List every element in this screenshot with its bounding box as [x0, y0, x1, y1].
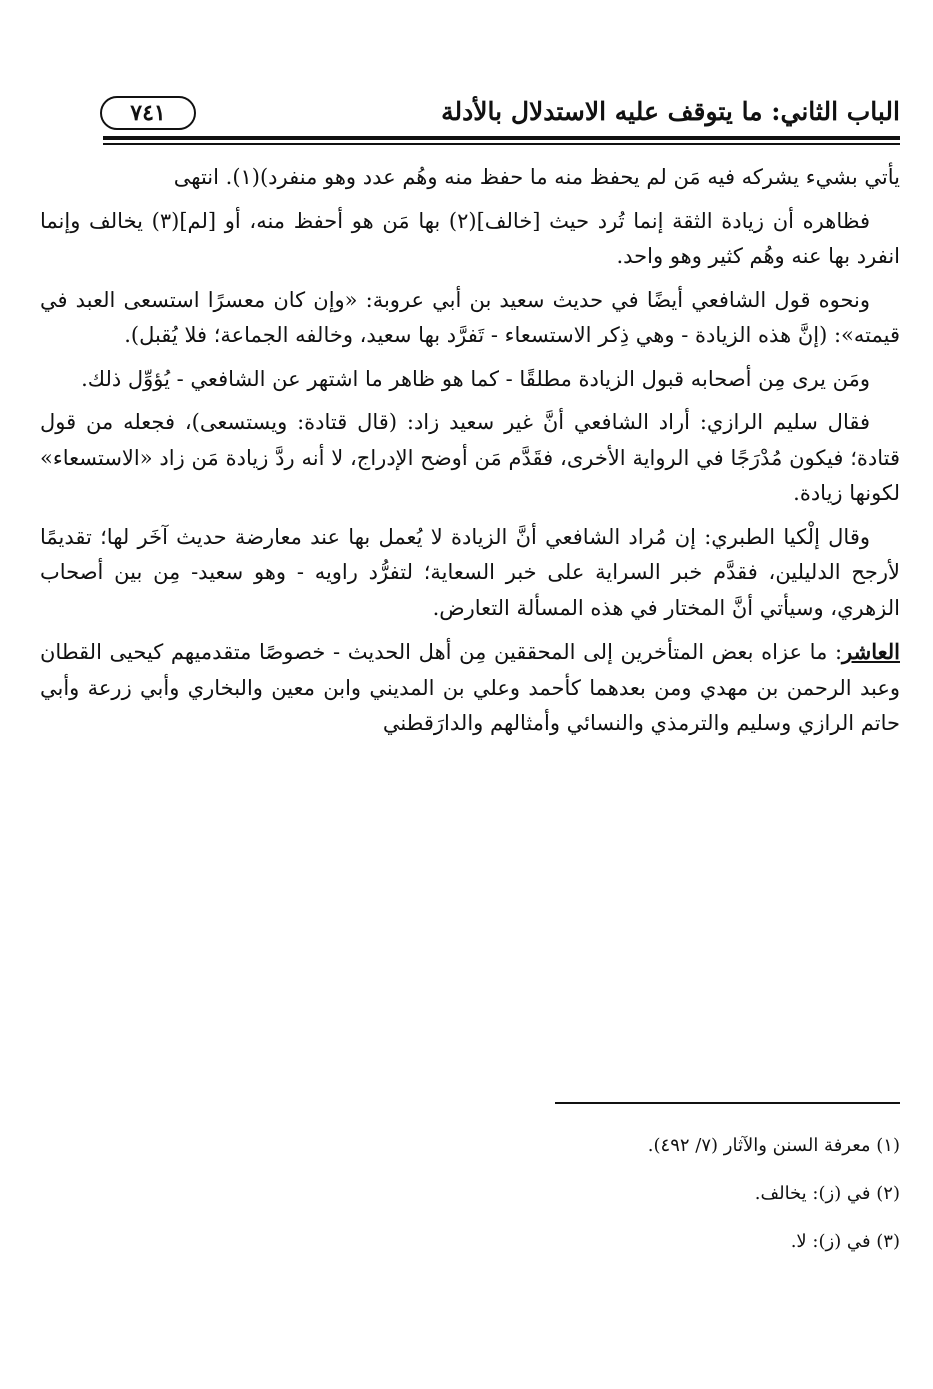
footnote: (٢) في (ز): يخالف. [754, 1183, 900, 1204]
paragraph: وقال إلْكيا الطبري: إن مُراد الشافعي أنَّ الزيادة لا يُعمل بها عند معارضة حديث آخَر لها؛ تقديمًا لأرجح الدليلين، فقدَّم خبر السراية على خبر السعاية؛ لتفرُّد راويه - وهو سعيد- مِن بين أصحاب الزهري، وسيأتي أنَّ المختار في هذه المسألة التعارض. [40, 524, 900, 620]
chapter-title: الباب الثاني: ما يتوقف عليه الاستدلال بالأدلة [441, 97, 900, 126]
header-rule-thin [103, 143, 900, 145]
main-text [40, 160, 900, 750]
footnote: (١) معرفة السنن والآثار (٧/ ٤٩٢). [647, 1135, 900, 1156]
header-rule-thick [103, 136, 900, 140]
paragraph-text: : ما عزاه بعض المتأخرين إلى المحققين مِن أهل الحديث - خصوصًا متقدميهم كيحيى القطان وعبد الرحمن بن مهدي ومن بعدهما كأحمد وعلي بن المديني وابن معين والبخاري وأبي زرعة وأبي حاتم الرازي وسليم والترمذي والنسائي وأمثالهم والدارَقطني [40, 640, 900, 735]
footnote: (٣) في (ز): لا. [790, 1231, 900, 1252]
section-keyword: العاشر [842, 639, 900, 664]
paragraph: فظاهره أن زيادة الثقة إنما تُرد حيث [خالف](٢) بها مَن هو أحفظ منه، أو [لم](٣) يخالف وإنما انفرد بها عنه وهُم كثير وهو واحد. [40, 208, 900, 268]
paragraph: فقال سليم الرازي: أراد الشافعي أنَّ غير سعيد زاد: (قال قتادة: ويستسعى)، فجعله من قول قتادة؛ فيكون مُدْرَجًا في الرواية الأخرى، فقَدَّم مَن أوضح الإدراج، لا أنه ردَّ زيادة مَن زاد «الاستسعاء» لكونها زيادة. [40, 410, 900, 505]
paragraph [40, 634, 900, 742]
page-header [100, 92, 900, 132]
page-number: ٧٤١ [100, 96, 196, 130]
paragraph: يأتي بشيء يشركه فيه مَن لم يحفظ منه ما حفظ منه وهُم عدد وهو منفرد)(١). انتهى [173, 165, 900, 189]
paragraph: ومَن يرى مِن أصحابه قبول الزيادة مطلقًا - كما هو ظاهر ما اشتهر عن الشافعي - يُؤوِّل ذلك. [81, 366, 870, 391]
footnotes [100, 1132, 900, 1276]
paragraph: ونحوه قول الشافعي أيضًا في حديث سعيد بن أبي عروبة: «وإن كان معسرًا استسعى العبد في قيمته»: (إنَّ هذه الزيادة - وهي ذِكر الاستسعاء - تَفرَّد بها سعيد، وخالفه الجماعة؛ فلا يُقبل). [40, 287, 900, 347]
footnote-separator [555, 1102, 900, 1104]
